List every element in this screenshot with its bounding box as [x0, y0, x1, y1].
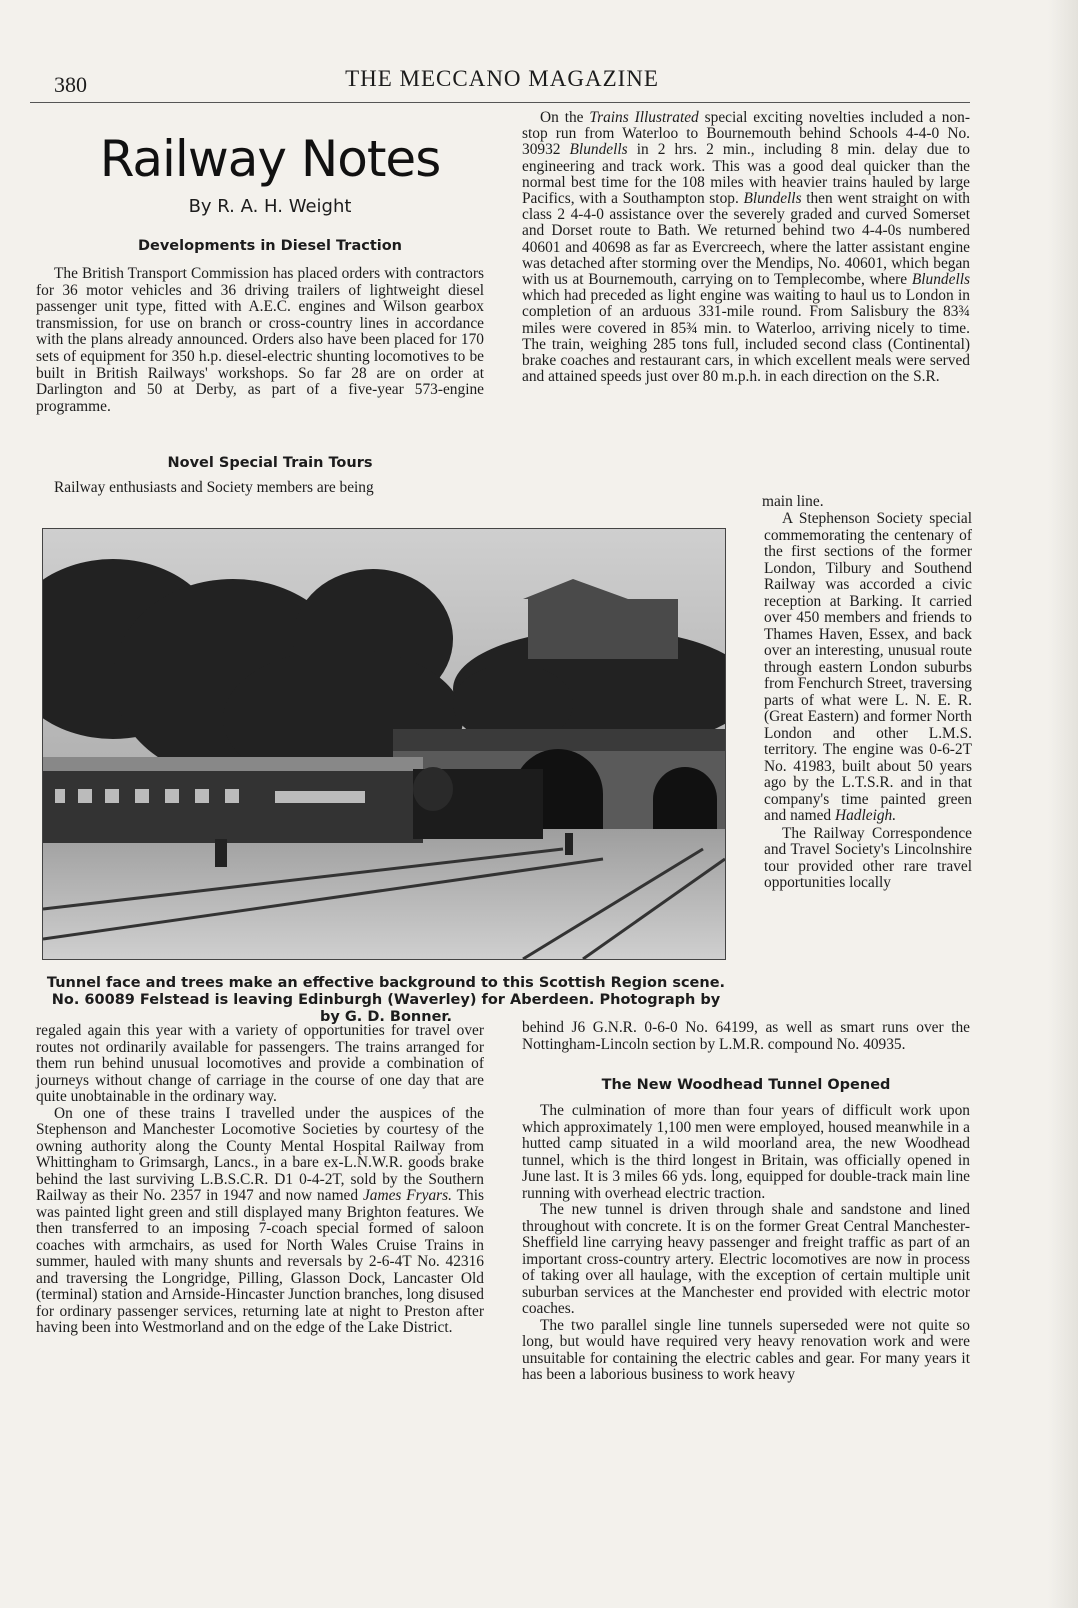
paragraph-main-line: main line.	[762, 493, 824, 510]
header-rule	[30, 102, 970, 103]
railway-photograph	[42, 528, 726, 960]
magazine-title: THE MECCANO MAGAZINE	[345, 66, 659, 91]
section-heading-diesel: Developments in Diesel Traction	[137, 238, 403, 254]
paragraph-tours-start: Railway enthusiasts and Society members are being	[54, 479, 374, 496]
paragraph-stephenson-society: A Stephenson Society special commemorating the centenary of the first sections of the former London, Tilbury and Southend Railway was accorded a civic reception at Barking. It carried over 450 members and friends to Thames Haven, Essex, and back over an interesting, unusual route through eastern London suburbs from Fenchurch Street, traversing parts of what were L. N. E. R. (Great Eastern) and former North London and other L.M.S. territory. The engine was 0-6-2T No. 41983, built about 50 years ago by the L.T.S.R. and in that company's time painted green and named Hadleigh. The Railway Correspondence and Travel Society's Lincolnshire tour provided other rare travel opportunities locally	[764, 510, 972, 891]
paragraph-woodhead: The culmination of more than four years of difficult work upon which approximately 1,100 men were employed, housed meanwhile in a hutted camp situated in a wild moorland area, the new Woodhead tunnel, which is the third longest in Britain, was officially opened in June last. It is 3 miles 66 yds. long, equipped for double-track main line running with overhead electric traction. The new tunnel is driven through shale and sandstone and lined throughout with concrete. It is on the former Great Central Manchester-Sheffield line carrying heavy passenger and freight traffic as part of an important cross-country artery. Electric locomotives are now in process of taking over all haulage, with the exception of certain multiple unit suburban services at the Manchester end provided with electric motor coaches. The two parallel single line tunnels superseded were not quite so long, but would have required very heavy renovation work and were unsuitable for containing the electric cables and gear. For many years it has been a laborious business to work heavy	[522, 1102, 970, 1383]
paragraph-trains-illustrated: On the Trains Illustrated special exciting novelties included a non-stop run from Waterloo to Bournemouth behind Schools 4-4-0 No. 30932 Blundells in 2 hrs. 2 min., including 8 min. delay due to engineering and track work. This was a good deal quicker than the normal best time for the 108 miles with heavier trains hauled by large Pacifics, with a Southampton stop. Blundells then went straight on with class 2 4-4-0 assistance over the severely graded and curved Somerset and Dorset route to Bath. We returned behind two 4-4-0s numbered 40601 and 40698 as far as Evercreech, where the latter assistant engine was detached after storming over the Mendips, No. 40601, which began with us at Bournemouth, carrying on to Templecombe, where Blundells which had preceded as light engine was waiting to haul us to London in completion of an arduous 331-mile round. From Salisbury the 83¾ miles were covered in 85¾ min. to Waterloo, arriving nicely to time. The train, weighing 285 tons full, included second class (Continental) brake coaches and restaurant cars, in which excellent meals were served and attained speeds just over 80 m.p.h. in each direction on the S.R.	[522, 109, 970, 386]
page-header	[30, 66, 974, 98]
article-title: Railway Notes	[99, 130, 441, 188]
byline: By R. A. H. Weight	[188, 196, 352, 217]
paragraph-diesel: The British Transport Commission has placed orders with contractors for 36 motor vehicles and 36 driving trailers of lightweight diesel passenger unit type, fitted with A.E.C. engines and Wilson gearbox transmission, for use on branch or cross-country lines in accordance with the plans already announced. Orders also have been placed for 170 sets of equipment for 350 h.p. diesel-electric shunting locomotives to be built in British Railways' workshops. So far 28 are on order at Darlington and 50 at Derby, as part of a five-year 573-engine programme.	[36, 265, 484, 415]
page-edge	[1048, 0, 1078, 1608]
photo-caption: Tunnel face and trees make an effective background to this Scottish Region scene. No. 60089 Felstead is leaving Edinburgh (Waverley) for Aberdeen. Photograph by by G. D. Bonner.	[46, 975, 726, 1025]
paragraph-rcts-continued: behind J6 G.N.R. 0-6-0 No. 64199, as well as smart runs over the Nottingham-Lincoln section by L.M.R. compound No. 40935.	[522, 1019, 970, 1053]
paragraph-tours-continued: regaled again this year with a variety of opportunities for travel over routes not ordinarily available for passengers. The trains arranged for them run behind unusual locomotives and provide a combination of journeys without change of carriage in the course of one day that are quite unobtainable in the ordinary way. On one of these trains I travelled under the auspices of the Stephenson and Manchester Locomotive Societies by courtesy of the owning authority along the County Mental Hospital Railway from Whittingham to Grimsargh, Lancs., in a bare ex-L.N.W.R. goods brake behind the last surviving L.B.S.C.R. D1 0-4-2T, sold by the Southern Railway as their No. 2357 in 1947 and now named James Fryars. This was painted light green and still displayed many Brighton features. We then transferred to an imposing 7-coach special formed of saloon coaches with armchairs, as used for North Wales Cruise Trains in summer, hauled with many shunts and reversals by 2-6-4T No. 42316 and traversing the Longridge, Pilling, Glasson Dock, Lancaster Old (terminal) station and Arnside-Hincaster Junction branches, long disused for ordinary passenger services, returning late at night to Preston after having been into Westmorland and on the edge of the Lake District.	[36, 1022, 484, 1336]
page-number: 380	[54, 72, 87, 97]
section-heading-tours: Novel Special Train Tours	[167, 455, 373, 471]
section-heading-woodhead: The New Woodhead Tunnel Opened	[601, 1077, 891, 1093]
